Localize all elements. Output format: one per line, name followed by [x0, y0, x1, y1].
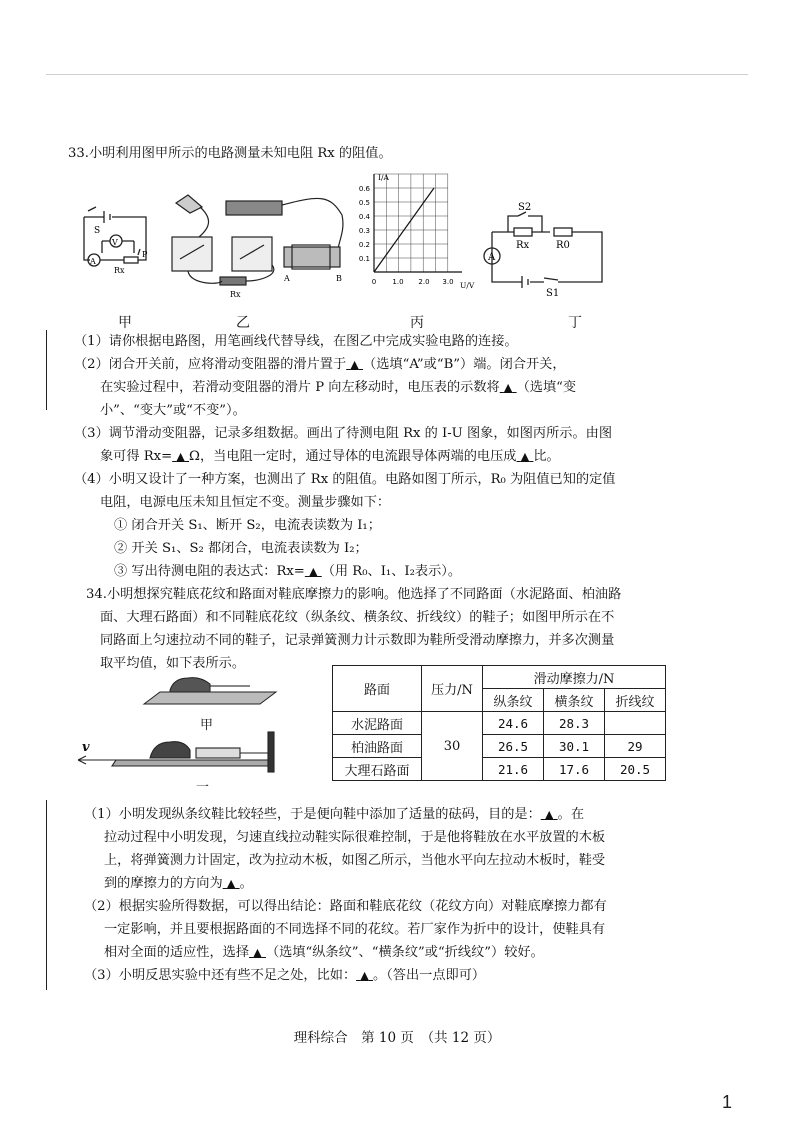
q34-stem-line2: 面、大理石路面）和不同鞋底花纹（纵条纹、横条纹、折线纹）的鞋子；如图甲所示在不: [100, 610, 615, 625]
label-a-end: A: [284, 274, 290, 283]
label-v: V: [112, 238, 118, 247]
y-tick-label: 0.2: [358, 241, 370, 249]
shoe-on-road-jia: [140, 670, 280, 712]
caption-bing: 丙: [410, 315, 424, 331]
label-v: v: [82, 740, 90, 755]
header-friction: 滑动摩擦力/N: [483, 666, 666, 689]
q34-part3: （3）小明反思实验中还有些不足之处，比如： ▲ 。（答出一点即可）: [84, 968, 486, 983]
header-surface: 路面: [333, 666, 422, 712]
page-number: 1: [721, 1092, 732, 1112]
header-col: 纵条纹: [483, 689, 544, 712]
x-tick-label: 0: [371, 278, 377, 286]
cell-value: 30.1: [544, 735, 605, 758]
header-col: 横条纹: [544, 689, 605, 712]
q33-part2-line2: 在实验过程中，若滑动变阻器的滑片 P 向左移动时，电压表的示数将 ▲ （选填“变: [100, 380, 577, 395]
y-tick-label: 0.5: [358, 199, 370, 207]
caption-jia-34: 甲: [200, 718, 214, 733]
q33-part4-line2: 电阻，电源电压未知且恒定不变。测量步骤如下：: [100, 495, 391, 510]
label-rx-yi: Rx: [230, 290, 241, 299]
shoe-on-board-yi: [72, 728, 282, 774]
cell-value: 24.6: [483, 712, 544, 735]
answer-blank: ▲: [226, 877, 236, 890]
label-r0: R0: [556, 240, 570, 251]
q33-part3-line1: （3）调节滑动变阻器，记录多组数据。画出了待测电阻 Rx 的 I-U 图象，如图丙所示。由图: [74, 426, 613, 441]
label-a-ding: A: [488, 252, 496, 263]
label-b-end: B: [336, 274, 342, 283]
answer-blank: ▲: [360, 969, 369, 982]
answer-blank: ▲: [309, 565, 318, 578]
table-row: [333, 758, 666, 781]
q34-stem-line3: 同路面上匀速拉动不同的鞋子，记录弹簧测力计示数即为鞋所受滑动摩擦力，并多次测量: [100, 633, 615, 648]
cell-value: 21.6: [483, 758, 544, 781]
q34-part2-line1: （2）根据实验所得数据，可以得出结论：路面和鞋底花纹（花纹方向）对鞋底摩擦力都有: [84, 899, 607, 914]
cell-value: 20.5: [605, 758, 666, 781]
y-tick-label: 0.3: [358, 227, 370, 235]
top-rule: [46, 74, 748, 75]
q34-stem-line1: 34.小明想探究鞋底花纹和路面对鞋底摩擦力的影响。他选择了不同路面（水泥路面、柏油路: [86, 587, 622, 602]
q34-part1-line4: 到的摩擦力的方向为 ▲ 。: [104, 876, 253, 891]
label-s: S: [94, 226, 101, 236]
q34-part1-line2: 拉动过程中小明发现，匀速直线拉动鞋实际很难控制，于是他将鞋放在水平放置的木板: [104, 830, 606, 845]
cell-surface: 水泥路面: [333, 712, 422, 735]
q34-part1-line3: 上，将弹簧测力计固定，改为拉动木板，如图乙所示，当他水平向左拉动木板时，鞋受: [104, 853, 606, 868]
label-rx: Rx: [114, 266, 125, 275]
q33-part2-line1: （2）闭合开关前，应将滑动变阻器的滑片置于 ▲ （选填“A”或“B”）端。闭合开关，: [74, 357, 566, 372]
x-tick-label: 1.0: [392, 278, 404, 286]
answer-blank: ▲: [503, 381, 513, 394]
label-rx-ding: Rx: [516, 240, 530, 251]
cell-value: 17.6: [544, 758, 605, 781]
q33-part4-line1: （4）小明又设计了一种方案，也测出了 Rx 的阻值。电路如图丁所示，R₀ 为阻值已知的定值: [74, 472, 616, 487]
friction-table: [332, 665, 666, 781]
y-tick-label: 0.6: [358, 185, 370, 193]
answer-blank: ▲: [520, 450, 530, 463]
q34-part1-line1: （1）小明发现纵条纹鞋比较轻些，于是便向鞋中添加了适量的砝码，目的是： ▲ 。在: [84, 807, 585, 822]
answer-blank: ▲: [544, 808, 554, 821]
q33-part2-line3: 小”、“变大”或“不变”）。: [100, 403, 246, 418]
circuit-diagram-jia: [76, 205, 156, 275]
answer-blank: ▲: [253, 946, 262, 959]
caption-ding: 丁: [568, 315, 582, 331]
margin-line: [46, 800, 47, 990]
header-pressure: 压力/N: [422, 666, 483, 712]
cell-value: [605, 712, 666, 735]
y-tick-label: 0.4: [358, 213, 370, 221]
cell-surface: 大理石路面: [333, 758, 422, 781]
q34-part2-line2: 一定影响，并且要根据路面的不同选择不同的花纹。若厂家作为折中的设计，使鞋具有: [104, 922, 606, 937]
q33-step2: ② 开关 S₁、S₂ 都闭合，电流表读数为 I₂；: [114, 541, 368, 556]
circuit-diagram-ding: [482, 196, 612, 300]
header-col: 折线纹: [605, 689, 666, 712]
x-tick-label: 2.0: [418, 278, 430, 286]
x-tick-label: 3.0: [442, 278, 454, 286]
table-row: [333, 735, 666, 758]
y-tick-label: 0.1: [358, 255, 370, 263]
q33-step3: ③ 写出待测电阻的表达式：Rx= ▲ （用 R₀、I₁、I₂表示）。: [114, 564, 462, 579]
label-s1: S1: [546, 288, 560, 299]
page-footer: 理科综合 第 10 页 （共 12 页）: [293, 1030, 501, 1046]
label-s2: S2: [518, 202, 532, 213]
x-axis-label: U/V: [460, 281, 475, 290]
label-a: A: [90, 257, 96, 266]
caption-yi-34: 一: [196, 780, 210, 795]
caption-yi: 乙: [236, 315, 250, 331]
cell-value: 28.3: [544, 712, 605, 735]
iu-graph-bing: [352, 172, 482, 300]
cell-pressure: 30: [422, 712, 483, 781]
q33-step1: ① 闭合开关 S₁、断开 S₂，电流表读数为 I₁；: [114, 518, 381, 533]
cell-value: 29: [605, 735, 666, 758]
apparatus-diagram-yi: [160, 185, 350, 300]
answer-blank: ▲: [176, 450, 185, 463]
cell-value: 26.5: [483, 735, 544, 758]
q34-part2-line3: 相对全面的适应性，选择 ▲ （选填“纵条纹”、“横条纹”或“折线纹”）较好。: [104, 945, 544, 960]
q33-part3-line2: 象可得 Rx= ▲ Ω，当电阻一定时，通过导体的电流跟导体两端的电压成 ▲ 比。: [100, 449, 560, 464]
q33-stem: 33.小明利用图甲所示的电路测量未知电阻 Rx 的阻值。: [68, 146, 392, 161]
q34-stem-line4: 取平均值，如下表所示。: [100, 656, 246, 671]
caption-jia: 甲: [118, 315, 132, 331]
y-axis-label: I/A: [378, 173, 389, 182]
answer-blank: ▲: [350, 358, 359, 371]
cell-surface: 柏油路面: [333, 735, 422, 758]
margin-line: [46, 330, 47, 410]
q33-part1: （1）请你根据电路图，用笔画线代替导线，在图乙中完成实验电路的连接。: [74, 334, 518, 349]
label-p: P: [142, 250, 148, 259]
table-row: [333, 712, 666, 735]
